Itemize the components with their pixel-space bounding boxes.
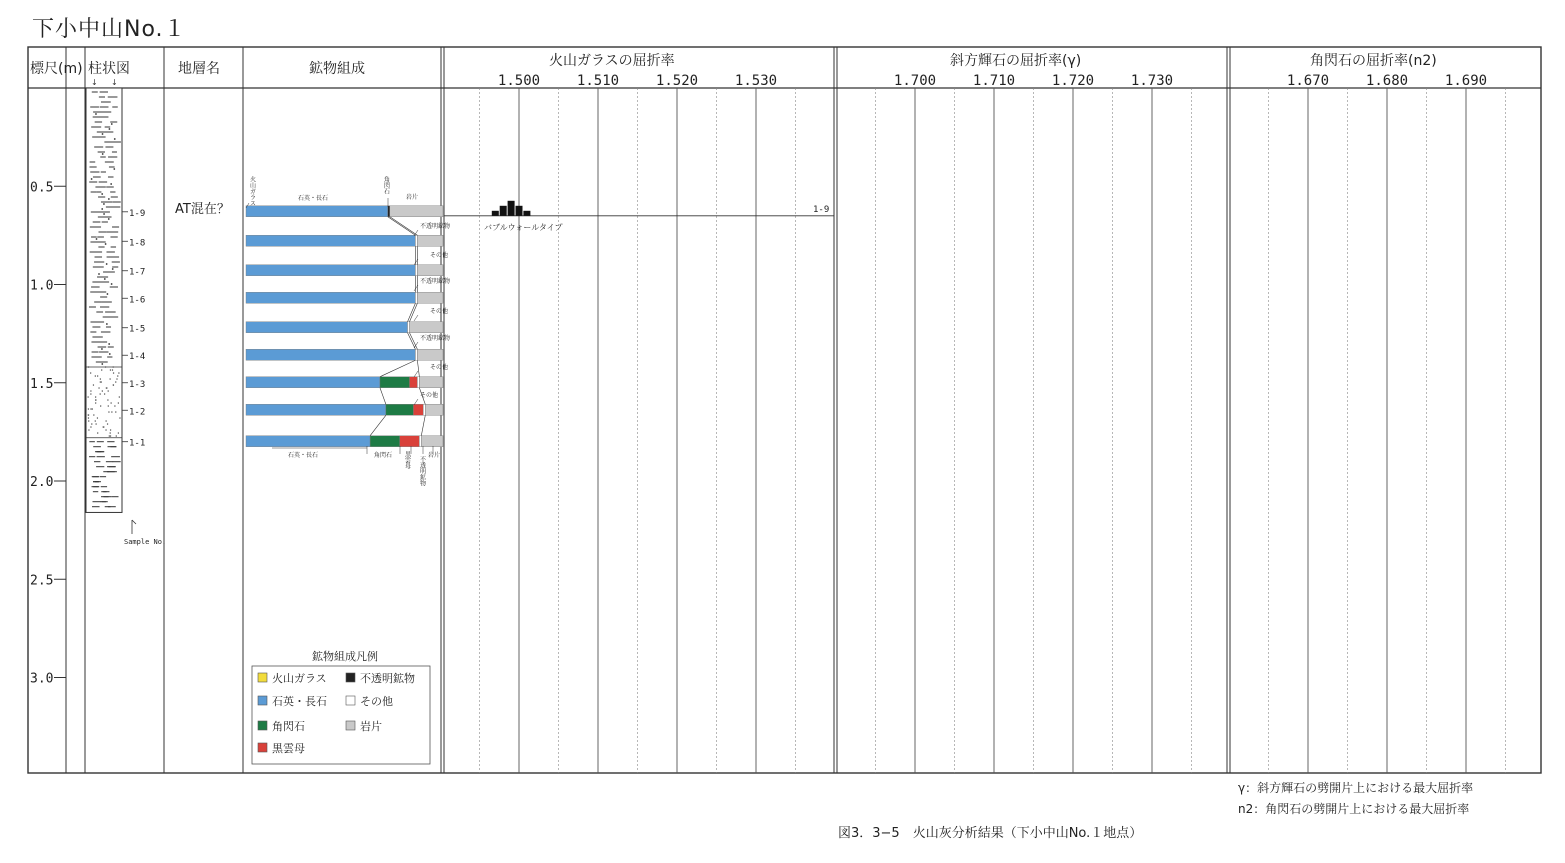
opx-ri-tick-label: 1.700 xyxy=(893,73,937,89)
page-title: 下小中山No.１ xyxy=(32,17,187,42)
sand-pattern xyxy=(119,417,120,418)
mineral-bar-rock xyxy=(421,436,443,447)
mineral-bar-biotite xyxy=(410,377,418,388)
sand-pattern xyxy=(108,411,109,412)
composition-connector xyxy=(410,303,418,321)
header-stratum: 地層名 xyxy=(178,61,220,77)
mineral-bar-other xyxy=(417,377,419,388)
sand-pattern xyxy=(111,411,112,412)
depth-tick-label: 2.0 xyxy=(30,475,54,490)
mineral-side-label: 不透明鉱物 xyxy=(420,335,451,342)
sand-pattern xyxy=(90,393,91,394)
grain-dot xyxy=(91,178,93,180)
grain-dot xyxy=(111,123,113,125)
mineral-bar-biotite xyxy=(400,436,420,447)
depth-tick-label: 3.0 xyxy=(30,671,54,687)
mineral-bar-rock xyxy=(410,322,443,333)
composition-connector xyxy=(380,388,386,405)
mineral-side-label: 不透明鉱物 xyxy=(420,223,451,230)
mineral-side-label: その他 xyxy=(430,308,449,315)
sample-label: 1-3 xyxy=(129,379,146,390)
glass-histogram-bar xyxy=(516,206,523,216)
sand-pattern xyxy=(104,393,105,394)
mineral-bar-other xyxy=(415,235,417,246)
mineral-side-label: 不透明鉱物 xyxy=(420,278,451,285)
legend-title: 鉱物組成凡例 xyxy=(312,650,378,663)
legend-item-label: 火山ガラス xyxy=(272,672,327,685)
sand-pattern xyxy=(97,417,98,418)
mineral-bar-hornblende xyxy=(380,377,410,388)
legend-swatch xyxy=(346,673,355,682)
sample-label: 1-6 xyxy=(129,295,146,306)
mineral-bar-rock xyxy=(390,206,443,217)
depth-tick-label: 0.5 xyxy=(30,180,54,196)
grain-dot xyxy=(109,353,111,355)
hbl-ri-tick-label: 1.670 xyxy=(1286,73,1330,89)
glass-type-label: バブルウォールタイプ xyxy=(484,222,563,232)
composition-connector xyxy=(417,360,419,377)
glass-histogram-bar xyxy=(523,211,530,216)
glass-ri-tick-label: 1.530 xyxy=(734,73,778,89)
sand-pattern xyxy=(88,417,89,418)
hbl-ri-tick-label: 1.690 xyxy=(1444,73,1488,89)
sand-pattern xyxy=(115,411,116,412)
sand-pattern xyxy=(95,402,96,403)
sand-pattern xyxy=(101,369,102,370)
mineral-bar-other xyxy=(419,436,421,447)
sand-pattern xyxy=(88,408,89,409)
sample-label: 1-5 xyxy=(129,324,146,335)
mineral-top-label: 石英・長石 xyxy=(298,195,329,202)
label-leader xyxy=(414,371,418,377)
legend-swatch xyxy=(346,696,355,705)
mineral-bar-quartz-feldspar xyxy=(246,404,386,415)
mineral-bar-quartz-feldspar xyxy=(246,206,388,217)
sand-pattern xyxy=(113,384,114,385)
grain-dot xyxy=(110,183,112,185)
composition-connector xyxy=(408,333,416,350)
opx-ri-tick-label: 1.720 xyxy=(1051,73,1095,89)
sand-pattern xyxy=(88,414,89,415)
header-glass-ri: 火山ガラスの屈折率 xyxy=(549,53,675,69)
mineral-side-label: その他 xyxy=(420,392,439,399)
sand-pattern xyxy=(105,429,106,430)
header-opx-ri: 斜方輝石の屈折率(γ) xyxy=(950,53,1082,69)
sand-pattern xyxy=(87,396,88,397)
sand-pattern xyxy=(115,381,116,382)
column-arrow: ↓ xyxy=(91,78,98,87)
legend-swatch xyxy=(258,673,267,682)
sand-pattern xyxy=(105,420,106,421)
sample-no-label: Sample No. xyxy=(124,538,167,546)
glass-histogram-bar xyxy=(500,206,507,216)
mineral-bar-other xyxy=(423,404,425,415)
sand-pattern xyxy=(107,399,108,400)
sand-pattern xyxy=(90,372,91,373)
grain-dot xyxy=(108,198,110,200)
header-column: 柱状図 xyxy=(88,61,130,77)
mineral-bar-other xyxy=(415,349,417,360)
mineral-bar-quartz-feldspar xyxy=(246,436,370,447)
mineral-side-label: その他 xyxy=(430,252,449,259)
sand-pattern xyxy=(103,426,104,427)
glass-ri-tick-label: 1.500 xyxy=(497,73,541,89)
sand-pattern xyxy=(92,408,93,409)
sand-pattern xyxy=(100,378,101,379)
legend-item-label: 石英・長石 xyxy=(272,695,327,708)
grain-dot xyxy=(103,203,105,205)
grain-dot xyxy=(98,273,100,275)
header-mineral: 鉱物組成 xyxy=(309,61,365,77)
composition-connector xyxy=(421,415,425,435)
grain-dot xyxy=(101,208,103,210)
glass-histogram-bar xyxy=(492,211,499,216)
mineral-bar-quartz-feldspar xyxy=(246,292,415,303)
mineral-bar-rock xyxy=(417,235,443,246)
grain-dot xyxy=(108,343,110,345)
sand-pattern xyxy=(106,387,107,388)
mineral-bottom-label: 岩片 xyxy=(428,452,441,459)
sand-pattern xyxy=(114,405,115,406)
grain-dot xyxy=(95,113,97,115)
mineral-bar-opaque xyxy=(388,206,390,217)
sand-pattern xyxy=(93,384,94,385)
composition-connector xyxy=(408,303,416,321)
label-leader xyxy=(414,315,418,321)
composition-connector xyxy=(390,217,418,235)
sand-pattern xyxy=(102,390,103,391)
sand-pattern xyxy=(118,402,119,403)
composition-connector xyxy=(370,415,386,435)
sand-pattern xyxy=(118,432,119,433)
sand-pattern xyxy=(107,390,108,391)
mineral-bar-rock xyxy=(417,265,443,276)
mineral-bottom-label: 不透明鉱物 xyxy=(418,456,426,486)
mineral-bar-biotite xyxy=(413,404,423,415)
mineral-side-label: その他 xyxy=(430,364,449,371)
sand-pattern xyxy=(97,375,98,376)
sample-label: 1-1 xyxy=(129,438,146,449)
sand-pattern xyxy=(95,420,96,421)
sample-label: 1-7 xyxy=(129,267,146,278)
mineral-bottom-label: 角閃石 xyxy=(374,452,393,459)
grain-dot xyxy=(101,348,103,350)
sand-pattern xyxy=(110,435,111,436)
column-arrow: ↓ xyxy=(111,78,118,87)
mineral-bar-quartz-feldspar xyxy=(246,322,408,333)
mineral-bar-rock xyxy=(419,377,443,388)
mineral-bar-other xyxy=(415,292,417,303)
mineral-top-label: 角閃石 xyxy=(382,176,390,194)
sand-pattern xyxy=(113,372,114,373)
opx-ri-tick-label: 1.730 xyxy=(1130,73,1174,89)
n2-note: n2：角閃石の劈開片上における最大屈折率 xyxy=(1238,802,1470,816)
depth-tick-label: 1.0 xyxy=(30,278,54,294)
sand-pattern xyxy=(116,378,117,379)
grain-dot xyxy=(108,218,110,220)
sand-pattern xyxy=(109,378,110,379)
sand-pattern xyxy=(90,408,91,409)
legend-item-label: 不透明鉱物 xyxy=(360,672,415,685)
grain-dot xyxy=(103,213,105,215)
mineral-bar-quartz-feldspar xyxy=(246,349,415,360)
opx-ri-tick-label: 1.710 xyxy=(972,73,1016,89)
mineral-top-label: 火山ガラス xyxy=(248,176,256,206)
sand-pattern xyxy=(99,393,100,394)
mineral-bar-other xyxy=(408,322,410,333)
grain-dot xyxy=(114,138,116,140)
glass-sample-label: 1-9 xyxy=(813,204,830,215)
sample-label: 1-2 xyxy=(129,407,146,418)
composition-connector xyxy=(380,360,415,377)
composition-connector xyxy=(388,217,416,235)
header-scale: 標尺(m) xyxy=(30,61,83,77)
sand-pattern xyxy=(119,396,120,397)
glass-ri-tick-label: 1.510 xyxy=(576,73,620,89)
sand-pattern xyxy=(88,429,89,430)
sample-label: 1-9 xyxy=(129,208,146,219)
sand-pattern xyxy=(95,423,96,424)
legend-item-label: その他 xyxy=(360,695,393,708)
mineral-bar-rock xyxy=(417,349,443,360)
mineral-bottom-label: 黒雲母 xyxy=(403,451,411,469)
grain-dot xyxy=(104,278,106,280)
sand-pattern xyxy=(110,369,111,370)
sample-label: 1-4 xyxy=(129,352,146,363)
sand-pattern xyxy=(118,372,119,373)
mineral-bar-quartz-feldspar xyxy=(246,377,380,388)
grain-dot xyxy=(112,268,114,270)
sand-pattern xyxy=(116,435,117,436)
glass-ri-tick-label: 1.520 xyxy=(655,73,699,89)
sample-no-arrow xyxy=(132,520,136,524)
grain-dot xyxy=(102,153,104,155)
depth-tick-label: 1.5 xyxy=(30,376,54,392)
sand-pattern xyxy=(112,369,113,370)
grain-dot xyxy=(106,323,108,325)
glass-histogram-bar xyxy=(508,201,515,216)
sample-label: 1-8 xyxy=(129,238,146,249)
gamma-note: γ：斜方輝石の劈開片上における最大屈折率 xyxy=(1238,781,1474,795)
grain-dot xyxy=(113,168,115,170)
grain-dot xyxy=(111,283,113,285)
legend-swatch xyxy=(258,743,267,752)
grain-dot xyxy=(106,263,108,265)
sand-pattern xyxy=(95,375,96,376)
header-hbl-ri: 角閃石の屈折率(n2) xyxy=(1310,53,1437,69)
grain-dot xyxy=(107,293,109,295)
grain-dot xyxy=(105,243,107,245)
sand-pattern xyxy=(97,432,98,433)
legend-item-label: 岩片 xyxy=(360,720,382,733)
legend-swatch xyxy=(258,696,267,705)
mineral-bar-other xyxy=(415,265,417,276)
hbl-ri-tick-label: 1.680 xyxy=(1365,73,1409,89)
sand-pattern xyxy=(110,429,111,430)
legend-swatch xyxy=(346,721,355,730)
sand-pattern xyxy=(91,423,92,424)
grain-dot xyxy=(109,128,111,130)
sand-pattern xyxy=(93,414,94,415)
sand-pattern xyxy=(110,402,111,403)
grain-dot xyxy=(101,193,103,195)
legend-swatch xyxy=(258,721,267,730)
legend-item-label: 黒雲母 xyxy=(272,742,305,755)
sand-pattern xyxy=(100,381,101,382)
composition-connector xyxy=(410,333,418,350)
sand-pattern xyxy=(90,390,91,391)
figure-caption: 図3．3−5 火山灰分析結果（下小中山No.１地点） xyxy=(838,826,1143,841)
sand-pattern xyxy=(95,396,96,397)
sand-pattern xyxy=(109,432,110,433)
mineral-bar-quartz-feldspar xyxy=(246,235,415,246)
sand-pattern xyxy=(109,435,110,436)
sand-pattern xyxy=(90,426,91,427)
sand-pattern xyxy=(117,375,118,376)
legend-item-label: 角閃石 xyxy=(272,720,305,733)
sand-pattern xyxy=(88,420,89,421)
depth-tick-label: 2.5 xyxy=(30,573,54,589)
sand-pattern xyxy=(98,387,99,388)
sand-pattern xyxy=(95,399,96,400)
sand-pattern xyxy=(100,405,101,406)
mineral-bar-rock xyxy=(425,404,443,415)
sand-pattern xyxy=(107,423,108,424)
mineral-bottom-label: 石英・長石 xyxy=(288,452,319,459)
grain-dot xyxy=(101,363,103,365)
mineral-top-label: 岩片 xyxy=(406,194,419,201)
mineral-bar-quartz-feldspar xyxy=(246,265,415,276)
grain-dot xyxy=(102,133,104,135)
mineral-bar-hornblende xyxy=(370,436,400,447)
stratum-label: AT混在？ xyxy=(175,202,230,217)
mineral-bar-rock xyxy=(417,292,443,303)
sand-pattern xyxy=(108,405,109,406)
mineral-bar-hornblende xyxy=(386,404,414,415)
grain-dot xyxy=(96,238,98,240)
